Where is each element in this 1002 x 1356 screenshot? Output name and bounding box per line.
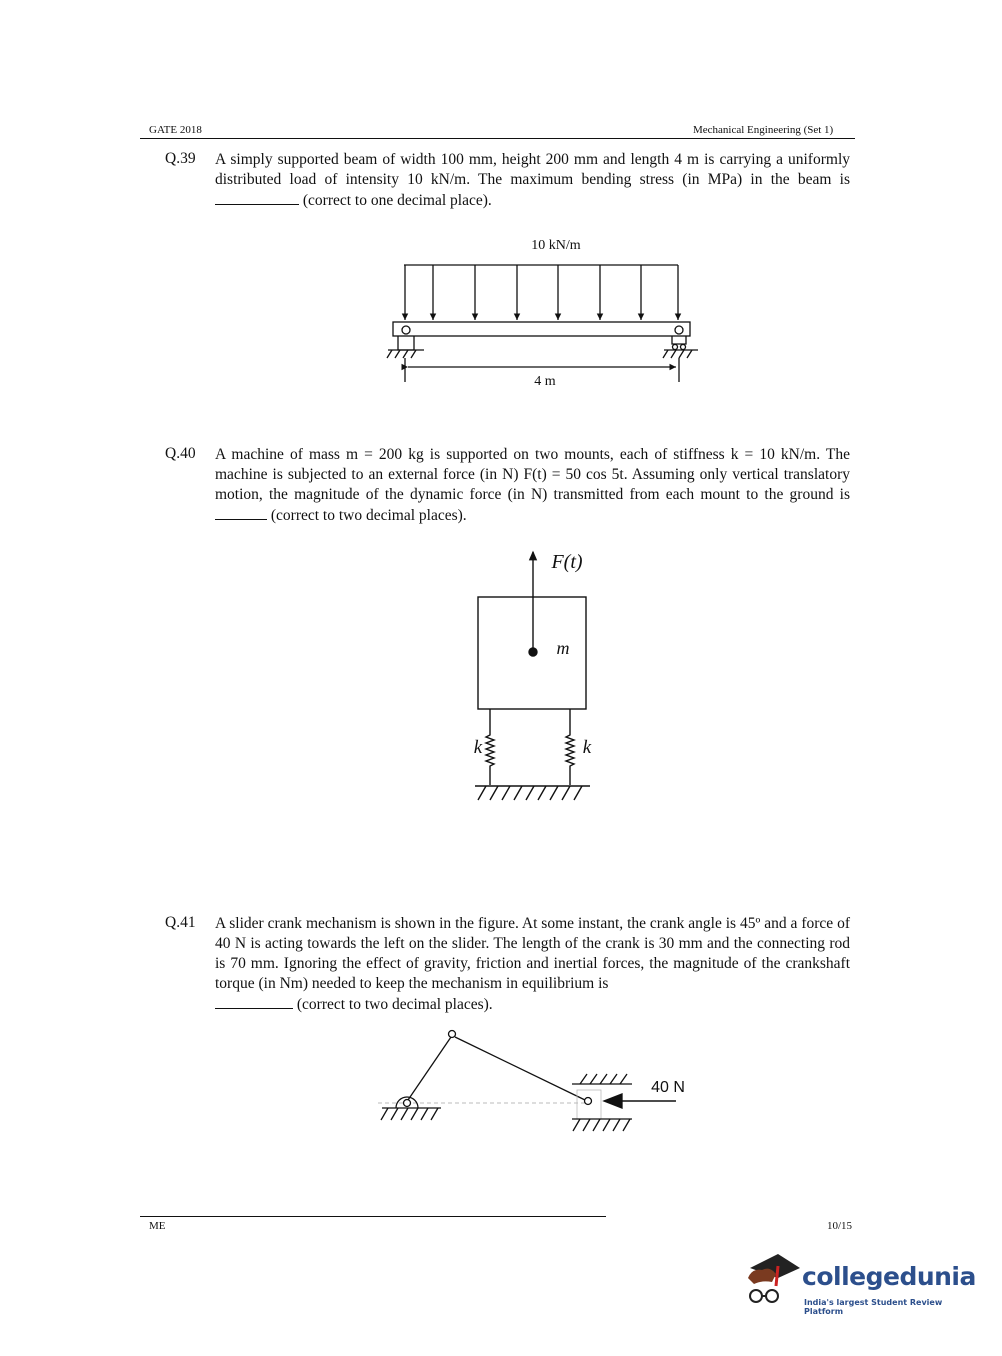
force-arrowhead: [604, 1094, 622, 1108]
spring-right: [566, 709, 574, 785]
exam-title: GATE 2018: [149, 124, 202, 136]
spring-left: [486, 709, 494, 785]
question-text-after: (correct to two decimal places).: [270, 507, 467, 524]
udl-arrows: [405, 265, 678, 320]
question-text-before: A slider crank mechanism is shown in the figure. At some instant, the crank angle is 45º and a force of 40 N is acting towards the left on the slider. The length of the crank is 30 mm and the connecting rod is 70 mm. Ignoring the effect of gravity, friction and inertial forces, the magnitude of the crankshaft torque (in Nm) needed to keep the mechanism in equilibrium is: [215, 915, 850, 992]
force-label: F(t): [551, 551, 583, 573]
roller-support: [663, 326, 698, 358]
question-text-after: (correct to one decimal place).: [302, 192, 492, 209]
crank-pivot: [404, 1100, 411, 1107]
question-text-before: A machine of mass m = 200 kg is supported on two mounts, each of stiffness k = 10 kN/m. The machine is subjected to an external force (in N) F(t) = 50 cos 5t. Assuming only vertical translatory motion, the magnitude of the dynamic force (in N) transmitted from each mount to the ground is: [215, 446, 850, 503]
page-number: 10/15: [827, 1220, 853, 1232]
center-of-mass-dot: [529, 648, 537, 656]
slider-pin: [585, 1098, 592, 1105]
collegedunia-watermark: [742, 1248, 982, 1318]
footer-subject: ME: [149, 1220, 166, 1232]
ground-hatch: [478, 786, 582, 800]
mass-spring-figure: [474, 551, 592, 800]
crank-pin: [449, 1031, 456, 1038]
load-label: 10 kN/m: [531, 238, 581, 253]
mass-label: m: [556, 638, 570, 658]
question-number: Q.41: [165, 914, 196, 931]
footer-rule: [140, 1216, 606, 1217]
logo-name: collegedunia: [802, 1262, 976, 1291]
beam-figure: [387, 238, 698, 389]
mascot-icon: [742, 1248, 802, 1318]
connecting-rod: [455, 1037, 585, 1100]
beam: [393, 322, 690, 336]
crank: [408, 1037, 451, 1100]
logo-tagline: India's largest Student Review Platform: [804, 1298, 943, 1316]
length-label: 4 m: [534, 374, 556, 389]
question-number: Q.39: [165, 150, 196, 167]
spring-left-label: k: [473, 737, 483, 758]
question-number: Q.40: [165, 445, 196, 462]
spring-right-label: k: [582, 737, 592, 758]
question-text-after: (correct to two decimal places).: [296, 996, 493, 1013]
paper-title: Mechanical Engineering (Set 1): [693, 124, 834, 136]
question-text-before: A simply supported beam of width 100 mm, height 200 mm and length 4 m is carrying a uniformly distributed load of intensity 10 kN/m. The maximum bending stress (in MPa) in the beam is: [215, 151, 850, 188]
slider-crank-figure: [378, 1031, 685, 1132]
force-label: 40 N: [651, 1079, 685, 1096]
